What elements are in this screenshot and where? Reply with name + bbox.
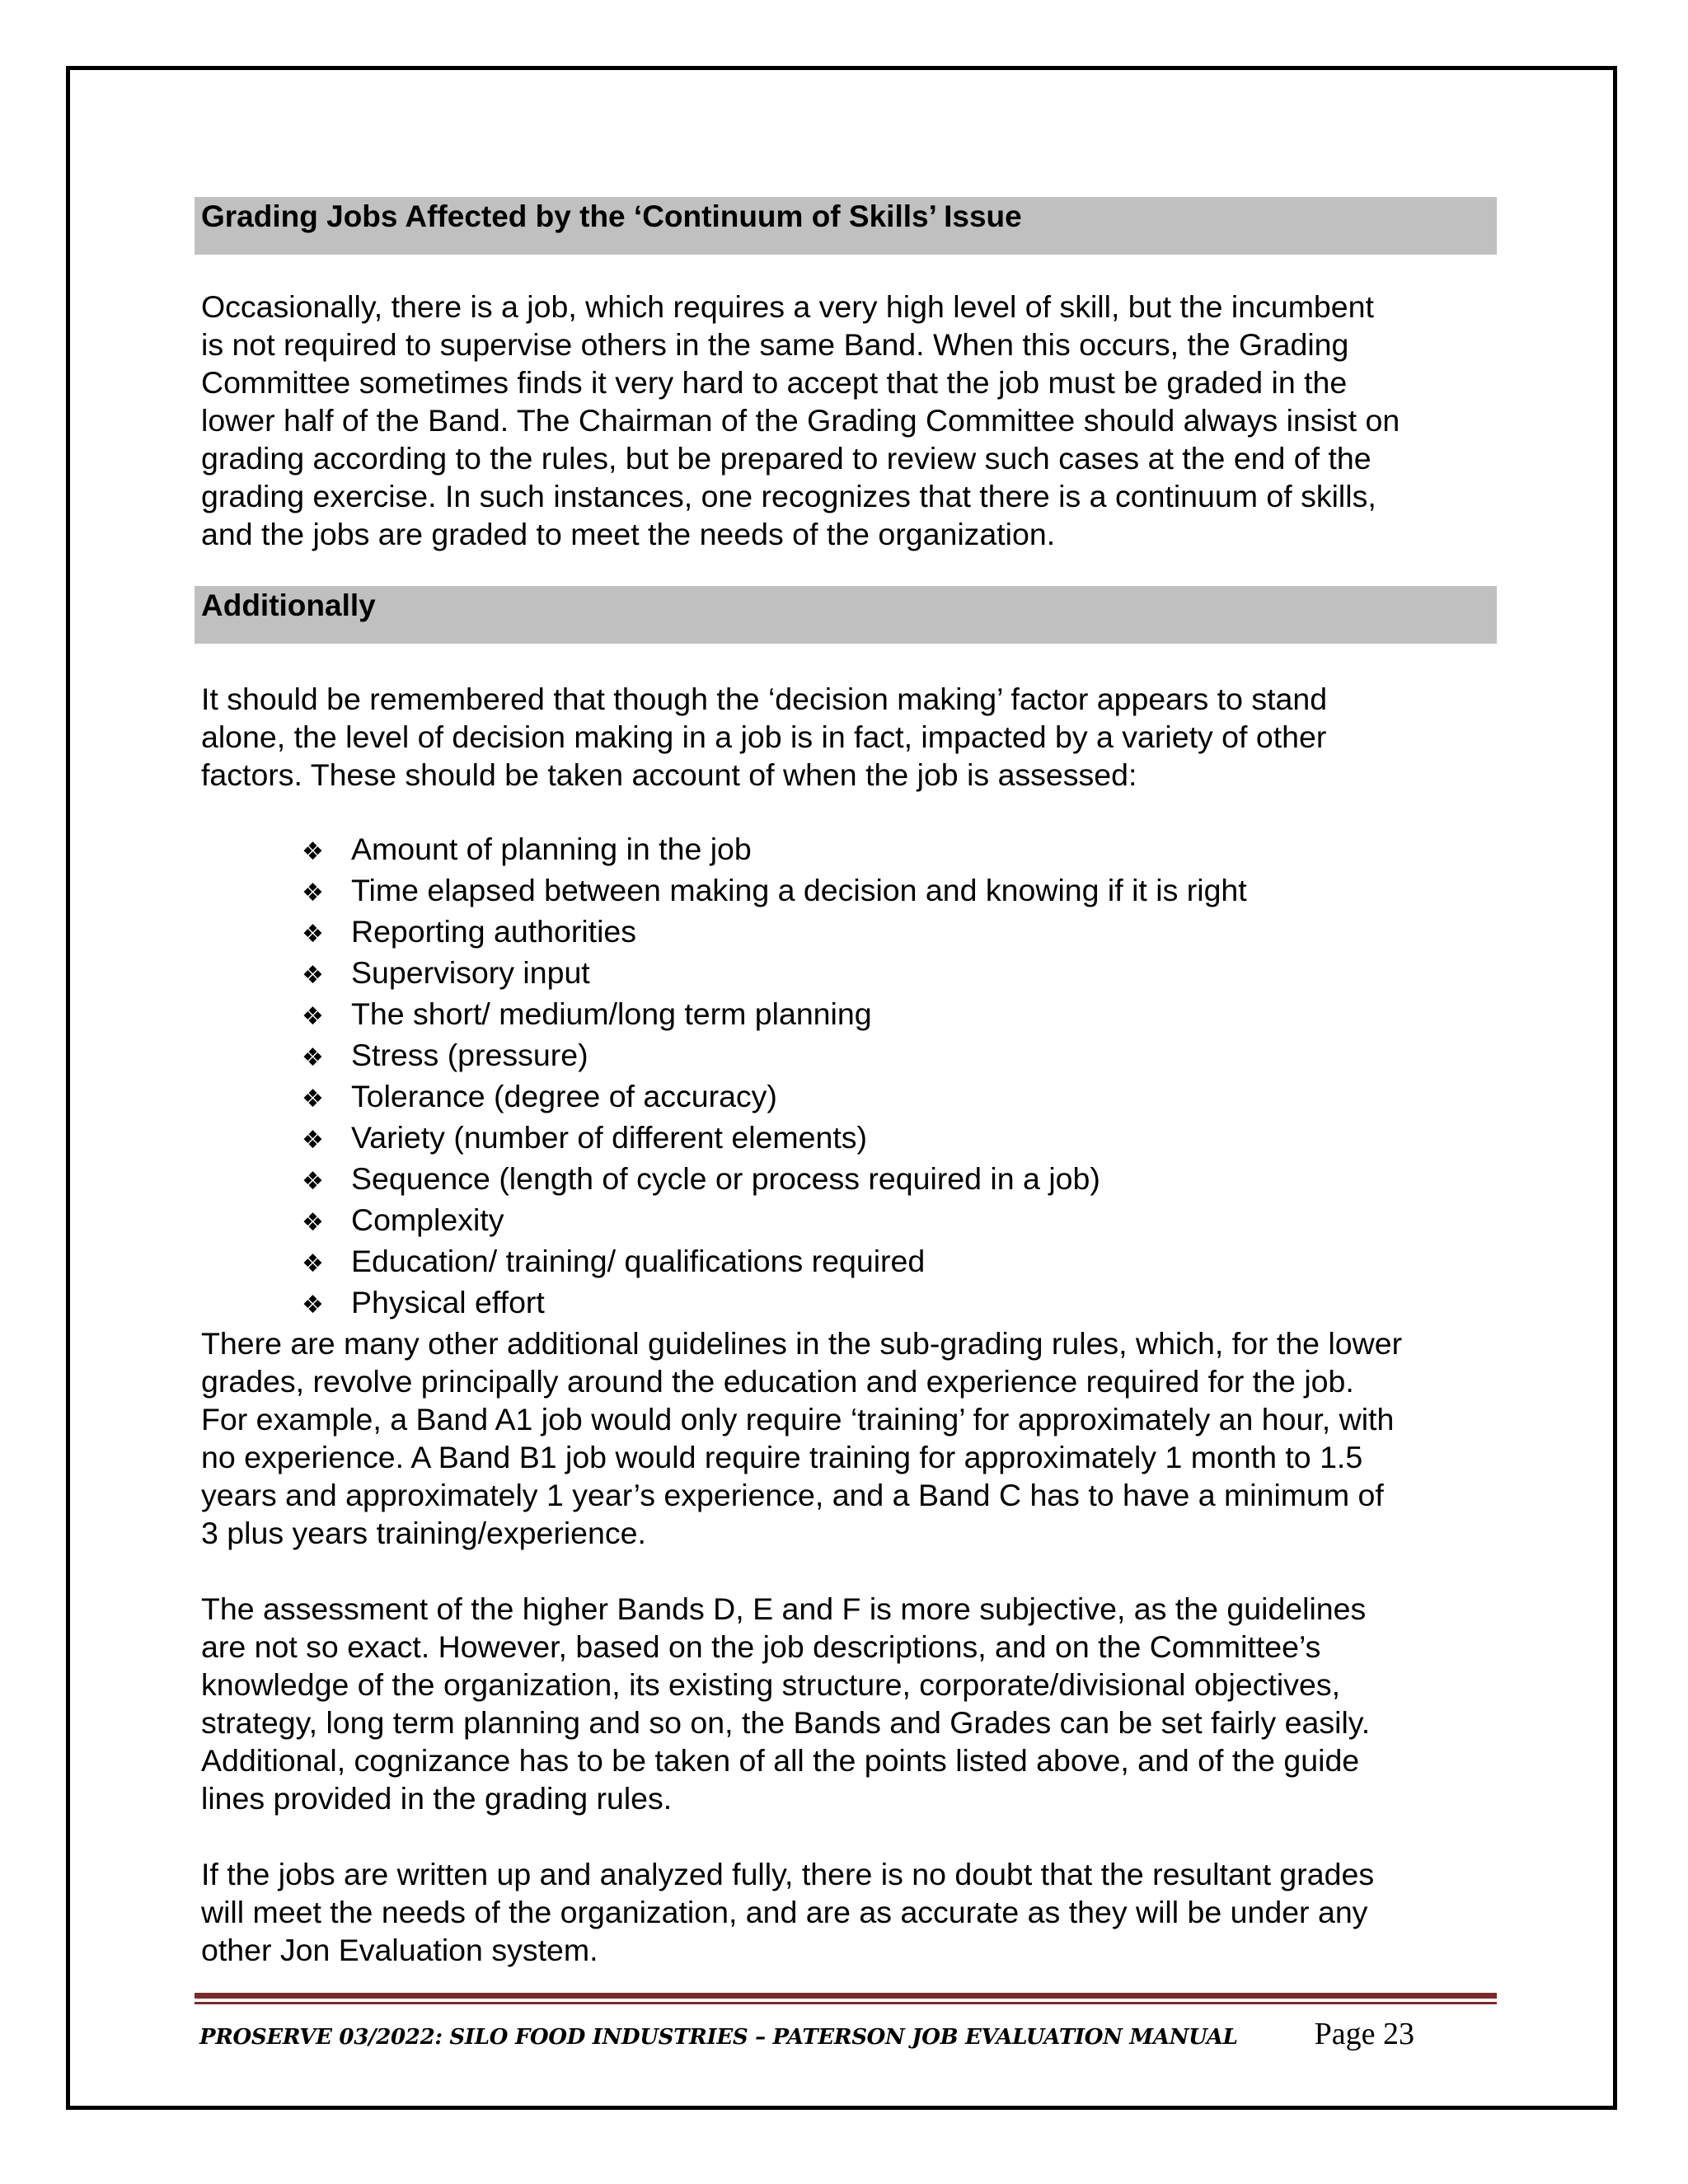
list-item-text: Amount of planning in the job [351,832,752,866]
paragraph-line: alone, the level of decision making in a job is in fact, impacted by a variety of other [201,719,1327,754]
four-diamond-bullet-icon: ❖ [302,837,324,866]
four-diamond-bullet-icon: ❖ [302,961,324,990]
four-diamond-bullet-icon: ❖ [302,1085,324,1113]
list-item [302,1283,1497,1324]
paragraph-line: Committee sometimes finds it very hard to accept that the job must be graded in the [201,365,1348,400]
section-heading-additionally: Additionally [195,586,1497,644]
footer-rule [195,1993,1497,1999]
list-item [302,1036,1497,1077]
footer-rule [195,2002,1497,2004]
paragraph-line: lower half of the Band. The Chairman of the Grading Committee should always insist on [201,403,1400,438]
list-item-text: Physical effort [351,1285,545,1319]
paragraph-intro [195,680,1497,794]
list-item-text: Supervisory input [351,955,590,990]
list-item-text: Complexity [351,1202,504,1237]
paragraph-line: grading exercise. In such instances, one recognizes that there is a continuum of skills, [201,479,1376,513]
paragraph-line: years and approximately 1 year’s experience, and a Band C has to have a minimum of [201,1478,1384,1512]
paragraph-line: no experience. A Band B1 job would require training for approximately 1 month to 1.5 [201,1440,1363,1474]
paragraph-lower-grades [195,1324,1497,1552]
list-item [302,1242,1497,1283]
list-item-text: Stress (pressure) [351,1038,588,1072]
paragraph-line: 3 plus years training/experience. [201,1516,646,1550]
list-item [302,912,1497,954]
four-diamond-bullet-icon: ❖ [302,920,324,949]
paragraph-line: Occasionally, there is a job, which requires a very high level of skill, but the incumbent [201,289,1374,324]
list-item [302,830,1497,871]
list-item-text: Sequence (length of cycle or process required in a job) [351,1161,1100,1196]
four-diamond-bullet-icon: ❖ [302,1126,324,1155]
list-item-text: Reporting authorities [351,914,637,949]
paragraph-line: It should be remembered that though the ‘decision making’ factor appears to stand [201,682,1328,716]
four-diamond-bullet-icon: ❖ [302,1249,324,1278]
list-item [302,1160,1497,1201]
four-diamond-bullet-icon: ❖ [302,879,324,907]
paragraph-conclusion [195,1855,1497,1969]
list-item [302,1201,1497,1242]
paragraph-continuum [195,288,1497,553]
four-diamond-bullet-icon: ❖ [302,1043,324,1072]
list-item-text: Tolerance (degree of accuracy) [351,1079,777,1113]
footer-row [195,2016,1497,2052]
paragraph-line: grading according to the rules, but be prepared to review such cases at the end of the [201,441,1372,476]
paragraph-line: For example, a Band A1 job would only require ‘training’ for approximately an hour, with [201,1402,1395,1436]
paragraph-line: lines provided in the grading rules. [201,1781,673,1816]
paragraph-line: strategy, long term planning and so on, the Bands and Grades can be set fairly easily. [201,1705,1371,1740]
list-item-text: Variety (number of different elements) [351,1120,867,1155]
four-diamond-bullet-icon: ❖ [302,1208,324,1237]
four-diamond-bullet-icon: ❖ [302,1291,324,1319]
page-footer [195,1993,1497,2052]
paragraph-line: will meet the needs of the organization, and are as accurate as they will be under any [201,1895,1368,1929]
list-item-text: Time elapsed between making a decision and knowing if it is right [351,873,1247,907]
paragraph-line: The assessment of the higher Bands D, E and F is more subjective, as the guidelines [201,1591,1367,1626]
paragraph-higher-bands [195,1590,1497,1817]
list-item [302,995,1497,1036]
paragraph-line: Additional, cognizance has to be taken of all the points listed above, and of the guide [201,1743,1360,1778]
list-item [302,954,1497,995]
four-diamond-bullet-icon: ❖ [302,1167,324,1196]
list-item-text: The short/ medium/long term planning [351,996,872,1031]
factor-list [195,830,1497,1324]
paragraph-line: is not required to supervise others in the same Band. When this occurs, the Grading [201,327,1349,362]
paragraph-line: are not so exact. However, based on the job descriptions, and on the Committee’s [201,1629,1321,1664]
paragraph-line: and the jobs are graded to meet the needs of the organization. [201,517,1056,551]
paragraph-line: other Jon Evaluation system. [201,1933,598,1967]
paragraph-line: factors. These should be taken account of when the job is assessed: [201,757,1137,792]
paragraph-line: There are many other additional guidelines in the sub-grading rules, which, for the lower [201,1326,1403,1361]
list-item [302,1077,1497,1118]
paragraph-line: grades, revolve principally around the education and experience required for the job. [201,1364,1354,1399]
list-item [302,1118,1497,1160]
document-body [195,197,1497,1969]
paragraph-line: If the jobs are written up and analyzed fully, there is no doubt that the resultant grades [201,1857,1375,1891]
four-diamond-bullet-icon: ❖ [302,1002,324,1031]
list-item-text: Education/ training/ qualifications required [351,1244,926,1278]
page-number: Page 23 [1314,2017,1414,2051]
section-heading-continuum: Grading Jobs Affected by the ‘Continuum of Skills’ Issue [195,197,1497,255]
list-item [302,871,1497,912]
footer-document-title: PROSERVE 03/2022: SILO FOOD INDUSTRIES – PATERSON JOB EVALUATION MANUAL [199,2025,1238,2050]
paragraph-line: knowledge of the organization, its existing structure, corporate/divisional objectives, [201,1667,1340,1702]
